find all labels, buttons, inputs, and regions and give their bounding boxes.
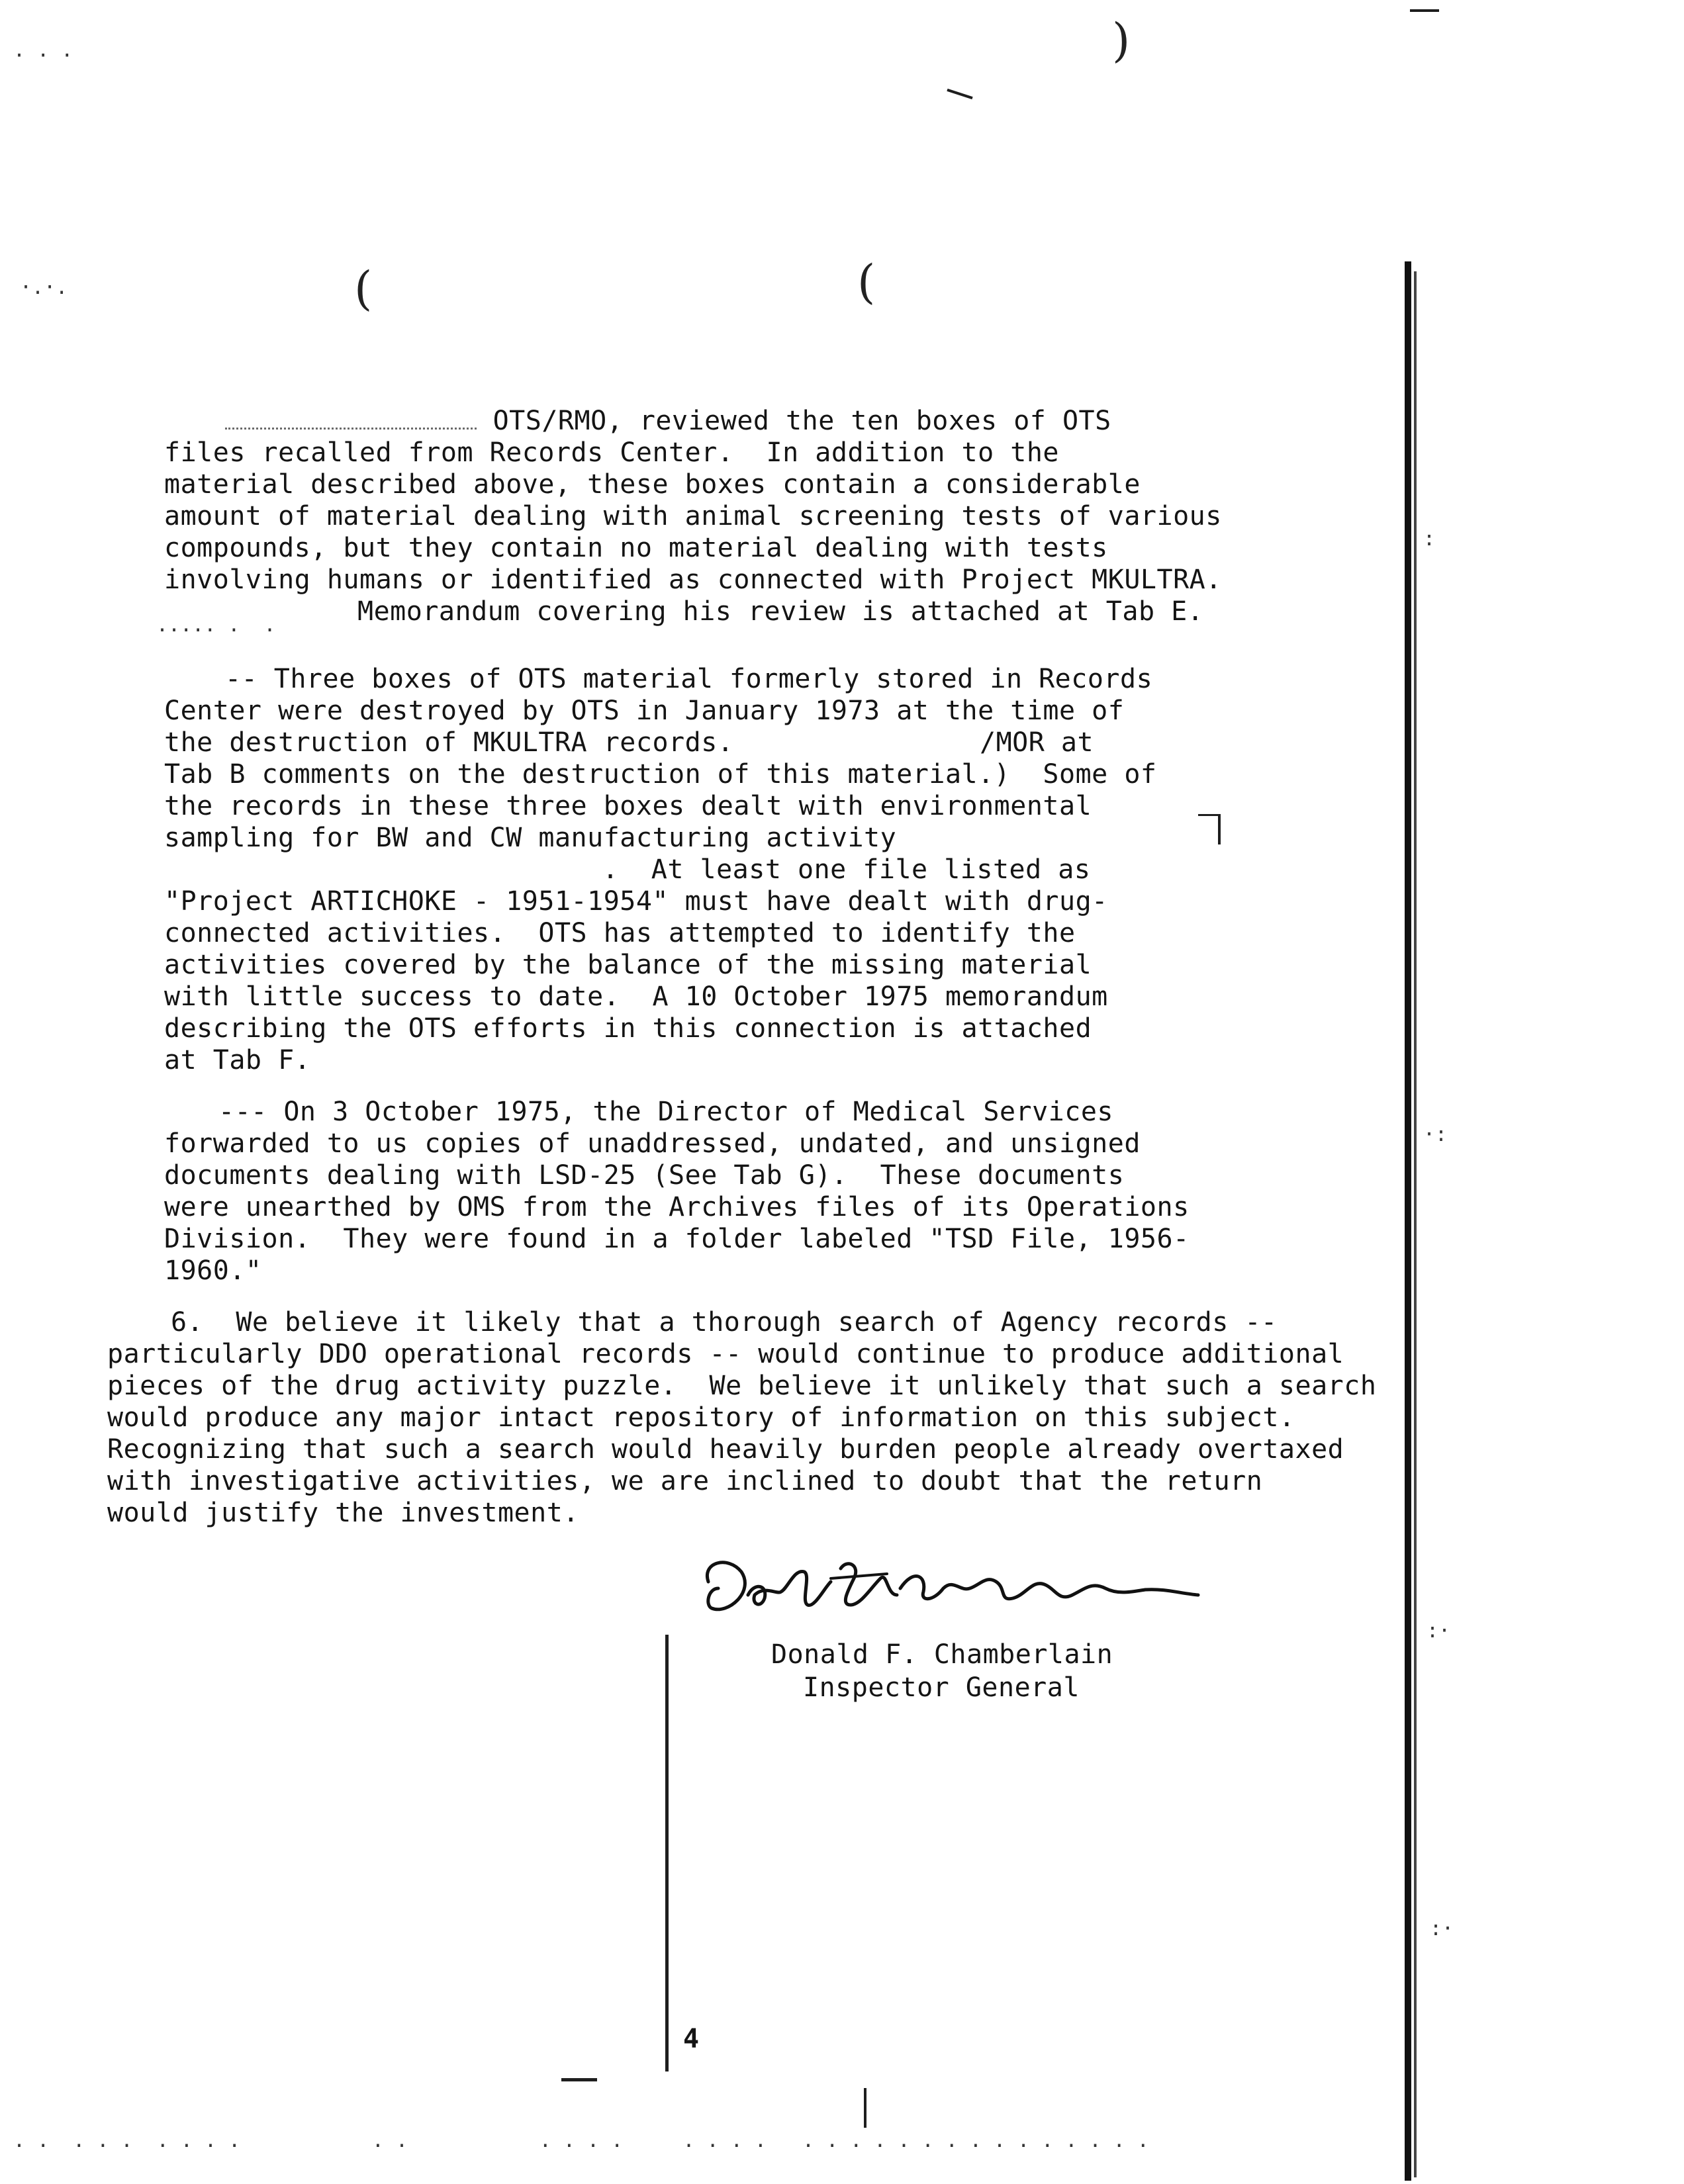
three-boxes-line-10: activities covered by the balance of the missing material [164,950,1092,980]
handwritten-signature [688,1542,1205,1635]
ots-rmo-line-6: involving humans or identified as connected with Project MKULTRA. [164,565,1222,595]
scan-paren-right: ) [1112,13,1131,68]
redaction-mark [225,408,477,430]
ots-rmo-line-3: material described above, these boxes contain a considerable [164,469,1141,500]
signature-name: Donald F. Chamberlain [771,1639,1113,1670]
oms-line-1: --- On 3 October 1975, the Director of Medical Services [218,1097,1114,1127]
scan-dots-right-2: ·: [1423,1123,1448,1146]
redaction-bracket-top [1198,814,1221,816]
ots-rmo-line-1 [225,405,1111,437]
redaction-bracket [1218,814,1221,844]
ots-rmo-line-5: compounds, but they contain no material dealing with tests [164,533,1108,563]
para6-line-3: pieces of the drug activity puzzle. We believe it unlikely that such a search [107,1371,1377,1401]
ots-rmo-line-2: files recalled from Records Center. In addition to the [164,437,1060,468]
para6-line-4: would produce any major intact repository of information on this subject. [107,1402,1295,1433]
three-boxes-line-3b: /MOR at [980,727,1094,758]
para6-line-5: Recognizing that such a search would heavily burden people already overtaxed [107,1434,1344,1465]
scan-paren-left-2: ( [857,255,876,309]
signature-title: Inspector General [803,1672,1080,1703]
vertical-margin-line [665,1635,669,2071]
scan-dash-bottom [561,2078,597,2081]
three-boxes-line-3: the destruction of MKULTRA records. [164,727,734,758]
para6-line-2: particularly DDO operational records -- would continue to produce additional [107,1339,1344,1369]
oms-line-6: 1960." [164,1255,262,1286]
three-boxes-line-7: . At least one file listed as [602,854,1091,885]
scan-paren-left-1: ( [354,261,373,316]
ots-rmo-line-4: amount of material dealing with animal screening tests of various [164,501,1222,531]
oms-line-5: Division. They were found in a folder labeled "TSD File, 1956- [164,1224,1190,1254]
ots-rmo-line-7: Memorandum covering his review is attached at Tab E. [357,596,1204,627]
three-boxes-line-2: Center were destroyed by OTS in January 1973 at the time of [164,696,1125,726]
three-boxes-line-12: describing the OTS efforts in this connection is attached [164,1013,1092,1044]
three-boxes-line-9: connected activities. OTS has attempted to identify the [164,918,1076,948]
scan-right-border [1405,261,1411,2181]
three-boxes-line-5: the records in these three boxes dealt with environmental [164,791,1092,821]
redaction-dots: ..... . . [156,614,276,637]
three-boxes-line-11: with little success to date. A 10 October 1975 memorandum [164,981,1108,1012]
three-boxes-line-4: Tab B comments on the destruction of this material.) Some of [164,759,1157,790]
scan-dots-right-3: :· [1427,1619,1451,1643]
scan-tick-bottom [864,2088,866,2128]
para6-line-7: would justify the investment. [107,1498,579,1528]
three-boxes-line-1: -- Three boxes of OTS material formerly stored in Records [225,664,1153,694]
ots-rmo-text: OTS/RMO, reviewed the ten boxes of OTS [477,406,1111,436]
three-boxes-line-6: sampling for BW and CW manufacturing activity [164,823,897,853]
oms-line-3: documents dealing with LSD-25 (See Tab G). These documents [164,1160,1125,1191]
oms-line-4: were unearthed by OMS from the Archives files of its Operations [164,1192,1190,1222]
scan-dots-right-4: :· [1430,1917,1454,1940]
scan-right-border-inner [1414,271,1417,2177]
scan-dots-right: : [1423,527,1436,551]
scan-dash-top-mid [947,89,972,99]
scan-dots-bottom: . . . . . . . . . . . . . . . . . . . . . . . . . . . . . . . . . . [13,2129,1149,2152]
oms-line-2: forwarded to us copies of unaddressed, undated, and unsigned [164,1128,1141,1159]
scan-dots-left-2: · · · [13,44,73,68]
scan-dash-top-right [1410,9,1439,12]
three-boxes-line-8: "Project ARTICHOKE - 1951-1954" must have dealt with drug- [164,886,1108,917]
three-boxes-line-13: at Tab F. [164,1045,311,1075]
scan-dots-left: ·.·. [20,276,68,299]
page-number: 4 [683,2024,700,2054]
para6-line-1: 6. We believe it likely that a thorough search of Agency records -- [171,1307,1278,1338]
para6-line-6: with investigative activities, we are inclined to doubt that the return [107,1466,1263,1496]
